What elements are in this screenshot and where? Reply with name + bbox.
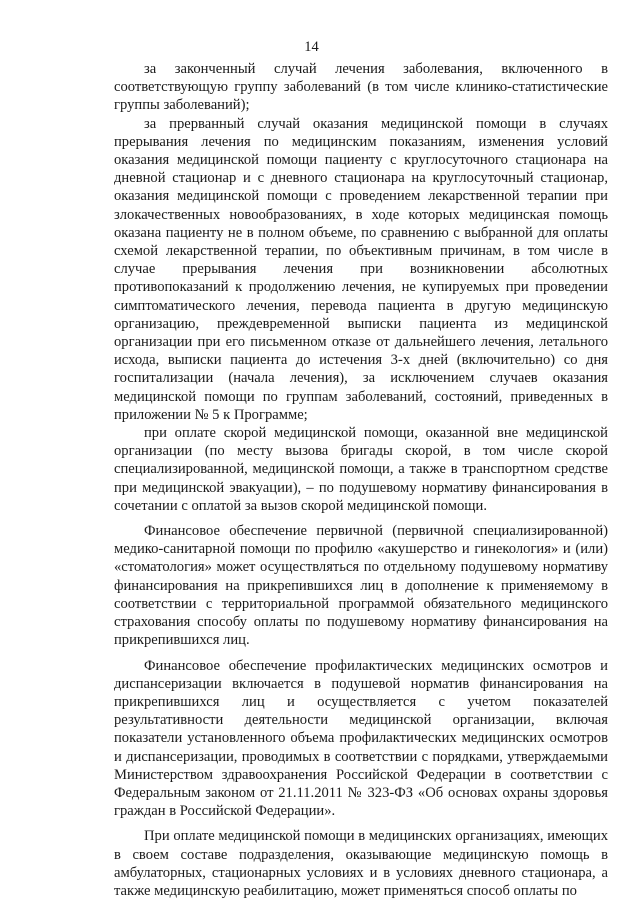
document-body bbox=[114, 60, 608, 900]
paragraph-interrupted-case: за прерванный случай оказания медицинской помощи в случаях прерывания лечения по медицинским показаниям, изменения условий оказания медицинской помощи пациенту с круглосуточного стационара на дневной стационар и с дневного стационара на круглосуточный стационар, оказания медицинской помощи с проведением лекарственной терапии при злокачественных новообразованиях, в ходе которых медицинская помощь оказана пациенту не в полном объеме, по сравнению с выбранной для оплаты схемой лекарственной терапии, по объективным причинам, в том числе в случае прерывания лечения при возникновении абсолютных противопоказаний к продолжению лечения, не купируемых при проведении симптоматического лечения, перевода пациента в другую медицинскую организацию, преждевременной выписки пациента из медицинской организации при его письменном отказе от дальнейшего лечения, летального исхода, выписки пациента до истечения 3-х дней (включительно) со дня госпитализации (начала лечения), за исключением случаев оказания медицинской помощи по группам заболеваний, состояний, приведенных в приложении № 5 к Программе; bbox=[114, 115, 608, 423]
paragraph-completed-case: за законченный случай лечения заболевания, включенного в соответствующую группу заболеваний (в том числе клинико-статистические группы заболеваний); bbox=[114, 61, 608, 114]
paragraph-obstetrics-dentistry: Финансовое обеспечение первичной (первичной специализированной) медико-санитарной помощи по профилю «акушерство и гинекология» и (или) «стоматология» может осуществляться по отдельному подушевому нормативу финансирования на прикрепившихся лиц в дополнение к применяемому в соответствии с территориальной программой обязательного медицинского страхования способу оплаты по подушевому нормативу финансирования на прикрепившихся лиц. bbox=[114, 523, 608, 649]
page-number: 14 bbox=[304, 39, 319, 55]
paragraph-combined-organizations: При оплате медицинской помощи в медицинских организациях, имеющих в своем составе подразделения, оказывающие медицинскую помощь в амбулаторных, стационарных условиях и в условиях дневного стационара, а также медицинскую реабилитацию, может применяться способ оплаты по bbox=[114, 828, 608, 899]
paragraph-ambulance-payment: при оплате скорой медицинской помощи, оказанной вне медицинской организации (по месту вызова бригады скорой, в том числе скорой специализированной, медицинской помощи, а также в транспортном средстве при медицинской эвакуации), – по подушевому нормативу финансирования в сочетании с оплатой за вызов скорой медицинской помощи. bbox=[114, 425, 608, 514]
paragraph-preventive-exams: Финансовое обеспечение профилактических медицинских осмотров и диспансеризации включается в подушевой норматив финансирования на прикрепившихся лиц и осуществляется с учетом показателей результативности деятельности медицинской организации, включая показатели установленного объема профилактических медицинских осмотров и диспансеризации, проводимых в соответствии с порядками, утверждаемыми Министерством здравоохранения Российской Федерации в соответствии с Федеральным законом от 21.11.2011 № 323-ФЗ «Об основах охраны здоровья граждан в Российской Федерации». bbox=[114, 657, 608, 820]
